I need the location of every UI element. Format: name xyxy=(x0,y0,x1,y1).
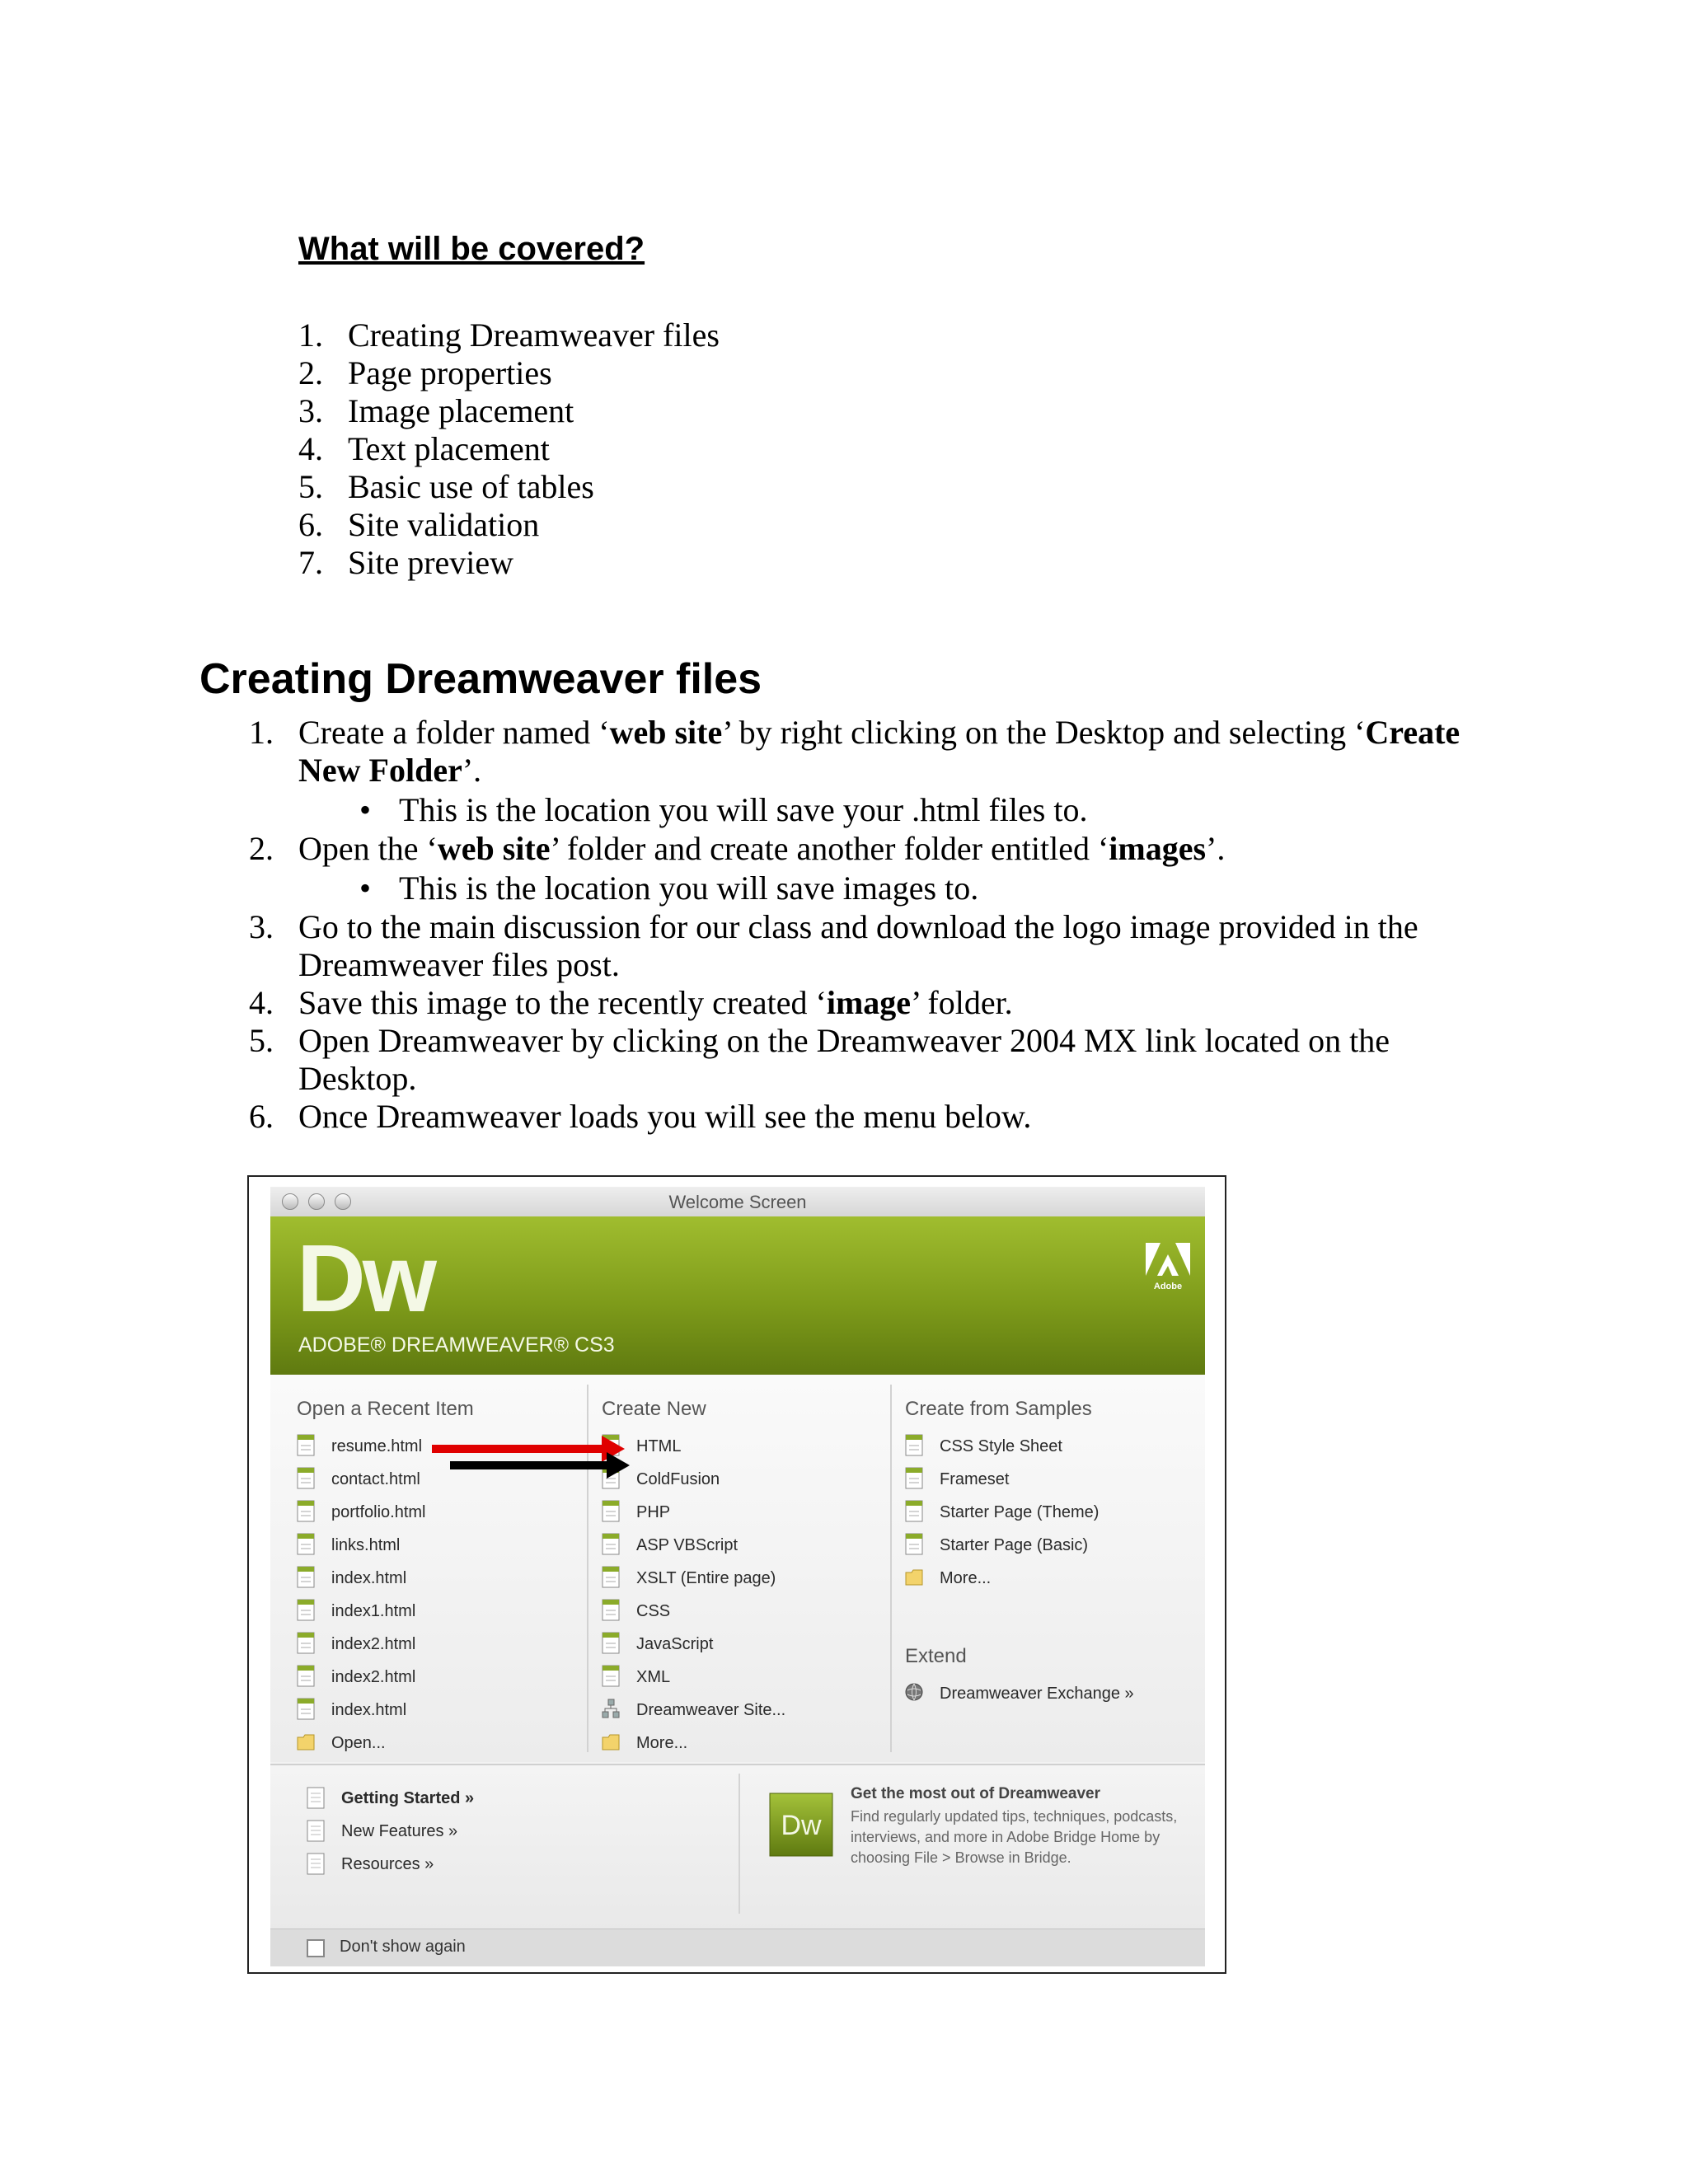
sample-item[interactable]: Starter Page (Theme) xyxy=(905,1500,1099,1533)
recent-item[interactable]: index2.html xyxy=(297,1632,426,1665)
recent-item[interactable]: index.html xyxy=(297,1698,426,1731)
recent-item[interactable]: index2.html xyxy=(297,1665,426,1698)
create-new-item[interactable]: More... xyxy=(602,1731,785,1764)
adobe-label: Adobe xyxy=(1153,1282,1183,1291)
cover-item: 3. Image placement xyxy=(298,392,574,429)
sample-item[interactable]: Starter Page (Basic) xyxy=(905,1533,1099,1566)
window-title: Welcome Screen xyxy=(668,1192,807,1212)
cover-heading: What will be covered? xyxy=(298,231,645,267)
promo-text: Find regularly updated tips, techniques, podcasts, interviews, and more in Adobe Bridge Home by choosing File > Browse in Bridge. xyxy=(851,1808,1178,1866)
create-new-item[interactable]: XSLT (Entire page) xyxy=(602,1566,785,1599)
recent-item[interactable]: index.html xyxy=(297,1566,426,1599)
annotation-arrows xyxy=(249,1177,1228,1975)
cover-item: 6. Site validation xyxy=(298,506,540,543)
dw-logo: Dw xyxy=(297,1225,434,1332)
step-6: 6. Once Dreamweaver loads you will see the menu below. xyxy=(249,1098,1032,1135)
dw-app-icon-label: Dw xyxy=(781,1810,822,1841)
step-5: 5. Open Dreamweaver by clicking on the Dreamweaver 2004 MX link located on the xyxy=(249,1022,1390,1059)
welcome-screen-screenshot xyxy=(247,1175,1226,1974)
section-title: Creating Dreamweaver files xyxy=(199,655,762,703)
cover-item: 2. Page properties xyxy=(298,354,552,391)
step-4: 4. Save this image to the recently created ‘image’ folder. xyxy=(249,984,1013,1021)
create-new-item[interactable]: JavaScript xyxy=(602,1632,785,1665)
recent-open-item[interactable]: Open... xyxy=(297,1731,426,1764)
recent-heading: Open a Recent Item xyxy=(297,1398,474,1420)
cover-list xyxy=(298,316,720,582)
create-new-item[interactable]: ColdFusion xyxy=(602,1467,785,1500)
create-new-item[interactable]: XML xyxy=(602,1665,785,1698)
recent-item[interactable]: contact.html xyxy=(297,1467,426,1500)
recent-item[interactable]: resume.html xyxy=(297,1434,426,1467)
step-2: 2. Open the ‘web site’ folder and create another folder entitled ‘images’. xyxy=(249,830,1226,867)
cover-item: 1. Creating Dreamweaver files xyxy=(298,316,720,354)
getting-started-link[interactable]: Getting Started » xyxy=(307,1787,474,1820)
exchange-link[interactable]: Dreamweaver Exchange » xyxy=(905,1681,1134,1714)
product-name: ADOBE® DREAMWEAVER® CS3 xyxy=(298,1333,615,1357)
extend-heading: Extend xyxy=(905,1645,967,1667)
promo-title: Get the most out of Dreamweaver xyxy=(851,1785,1101,1802)
step-3-cont: Dreamweaver files post. xyxy=(298,946,620,983)
resources-link[interactable]: Resources » xyxy=(307,1853,474,1886)
create-new-item[interactable]: PHP xyxy=(602,1500,785,1533)
step-1: 1. Create a folder named ‘web site’ by right clicking on the Desktop and selecting ‘Create xyxy=(249,714,1461,751)
create-new-item[interactable]: CSS xyxy=(602,1599,785,1632)
cover-item: 4. Text placement xyxy=(298,430,550,467)
recent-item[interactable]: index1.html xyxy=(297,1599,426,1632)
create-new-heading: Create New xyxy=(602,1398,706,1420)
create-new-item[interactable]: HTML xyxy=(602,1434,785,1467)
step-1-cont: New Folder’. xyxy=(298,752,482,789)
recent-item[interactable]: links.html xyxy=(297,1533,426,1566)
step-3: 3. Go to the main discussion for our class and download the logo image provided in the xyxy=(249,908,1418,945)
red-arrow xyxy=(432,1436,625,1462)
step-5-cont: Desktop. xyxy=(298,1060,417,1097)
dont-show-again-label: Don't show again xyxy=(340,1938,466,1956)
bullet-2: • This is the location you will save images to. xyxy=(359,869,979,907)
cover-item: 5. Basic use of tables xyxy=(298,468,594,505)
cover-item: 7. Site preview xyxy=(298,544,514,581)
sample-item[interactable]: CSS Style Sheet xyxy=(905,1434,1099,1467)
create-new-item[interactable]: Dreamweaver Site... xyxy=(602,1698,785,1731)
new-features-link[interactable]: New Features » xyxy=(307,1820,474,1853)
create-new-item[interactable]: ASP VBScript xyxy=(602,1533,785,1566)
samples-heading: Create from Samples xyxy=(905,1398,1092,1420)
sample-item[interactable]: Frameset xyxy=(905,1467,1099,1500)
bullet-1: • This is the location you will save your .html files to. xyxy=(359,791,1088,828)
recent-item[interactable]: portfolio.html xyxy=(297,1500,426,1533)
sample-item[interactable]: More... xyxy=(905,1566,1099,1599)
